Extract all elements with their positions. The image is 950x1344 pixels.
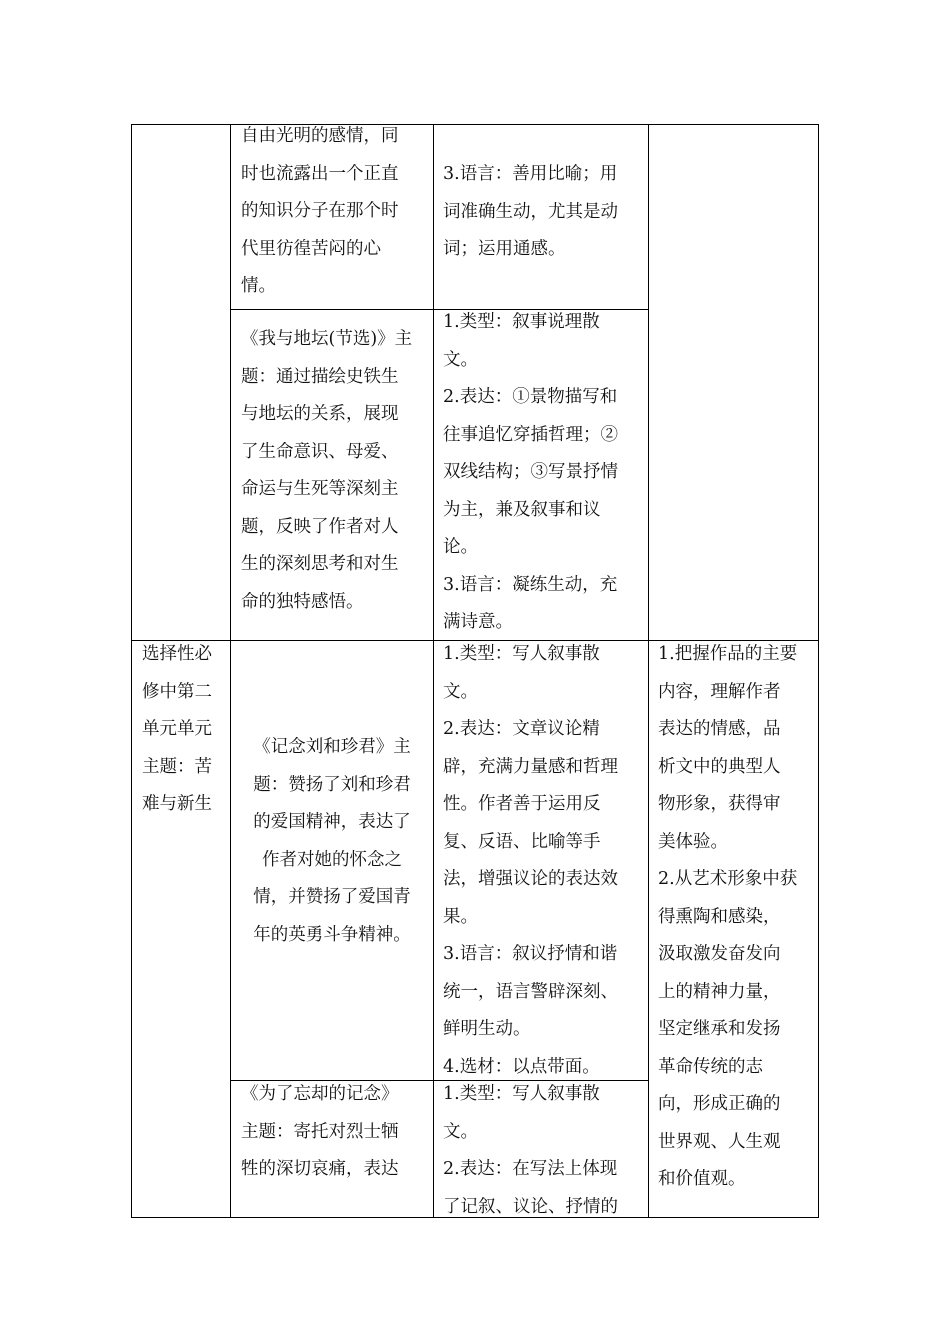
text-line: 析文中的典型人 xyxy=(658,756,781,777)
text-line: 和价值观。 xyxy=(658,1169,746,1189)
text-line: 与地坛的关系，展现 xyxy=(241,404,399,424)
text-line: 果。 xyxy=(443,906,478,927)
text-line: 了生命意识、母爱、 xyxy=(241,441,399,462)
text-line: 主题：苦 xyxy=(142,756,212,777)
text-line: 作者对她的怀念之 xyxy=(262,849,402,870)
text-line: 生的深刻思考和对生 xyxy=(241,554,399,574)
text-line: 复、反语、比喻等手 xyxy=(443,831,601,852)
text-line: 《记念刘和珍君》主 xyxy=(253,737,411,757)
text-line: 词；运用通感。 xyxy=(443,239,566,259)
text-line: 1.类型：写人叙事散 xyxy=(443,644,600,664)
cell-continued-features xyxy=(443,156,648,269)
text-line: 1.类型：写人叙事散 xyxy=(443,1084,600,1104)
cell-ditan-content xyxy=(241,321,433,621)
text-line: 论。 xyxy=(443,537,478,557)
text-line: 3.语言：凝练生动，充 xyxy=(443,574,618,595)
text-line: 时也流露出一个正直 xyxy=(241,163,399,184)
text-line: 双线结构；③写景抒情 xyxy=(443,462,618,482)
text-line: 4.选材：以点带面。 xyxy=(443,1056,600,1077)
text-line: 《我与地坛(节选)》主 xyxy=(241,329,413,349)
text-line: 1.类型：叙事说理散 xyxy=(443,312,600,332)
text-line: 为主，兼及叙事和议 xyxy=(443,499,601,520)
text-line: 选择性必 xyxy=(142,644,212,664)
text-line: 鲜明生动。 xyxy=(443,1019,531,1039)
cell-ditan-features xyxy=(443,304,648,642)
table-right-border xyxy=(818,124,819,1218)
text-line: 往事追忆穿插哲理；② xyxy=(443,424,618,445)
text-line: 的知识分子在那个时 xyxy=(241,201,399,221)
text-line: 《为了忘却的记念》 xyxy=(241,1084,399,1104)
cell-liuhezhen-content xyxy=(231,729,433,954)
text-line: 单元单元 xyxy=(142,719,212,739)
text-line: 2.表达：在写法上体现 xyxy=(443,1159,618,1179)
text-line: 辟，充满力量感和哲理 xyxy=(443,756,618,777)
text-line: 命运与生死等深刻主 xyxy=(241,479,399,499)
text-line: 坚定继承和发扬 xyxy=(658,1019,781,1039)
unit-overview-table xyxy=(131,124,819,1218)
text-line: 上的精神力量， xyxy=(658,981,781,1002)
text-line: 题：赞扬了刘和珍君 xyxy=(253,774,411,795)
text-line: 性。作者善于运用反 xyxy=(443,794,601,814)
text-line: 难与新生 xyxy=(142,794,212,814)
text-line: 2.表达：①景物描写和 xyxy=(443,387,618,407)
text-line: 代里彷徨苦闷的心 xyxy=(241,238,381,259)
text-line: 2.从艺术形象中获 xyxy=(658,869,798,889)
text-line: 得熏陶和感染， xyxy=(658,906,781,927)
text-line: 1.把握作品的主要 xyxy=(658,644,798,664)
text-line: 革命传统的志 xyxy=(658,1056,763,1077)
text-line: 主题：寄托对烈士牺 xyxy=(241,1121,399,1142)
text-line: 情，并赞扬了爱国青 xyxy=(253,887,411,907)
text-line: 法，增强议论的表达效 xyxy=(443,869,618,889)
text-line: 词准确生动，尤其是动 xyxy=(443,201,618,222)
text-line: 3.语言：叙议抒情和谐 xyxy=(443,944,618,964)
text-line: 物形象，获得审 xyxy=(658,794,781,814)
cell-wangque-content xyxy=(241,1076,433,1189)
text-line: 修中第二 xyxy=(142,681,212,702)
text-line: 题，反映了作者对人 xyxy=(241,516,399,537)
text-line: 的爱国精神，表达了 xyxy=(253,812,411,832)
cell-continued-content xyxy=(241,118,431,306)
text-line: 了记叙、议论、抒情的 xyxy=(443,1196,618,1217)
table-top-border xyxy=(131,124,819,125)
text-line: 题：通过描绘史铁生 xyxy=(241,366,399,387)
text-line: 美体验。 xyxy=(658,831,728,852)
text-line: 年的英勇斗争精神。 xyxy=(253,924,411,945)
text-line: 表达的情感，品 xyxy=(658,719,781,739)
text-line: 向，形成正确的 xyxy=(658,1094,781,1114)
cell-learning-goals xyxy=(658,636,816,1199)
text-line: 2.表达：文章议论精 xyxy=(443,719,600,739)
table-left-border xyxy=(131,124,132,1218)
cell-unit-label xyxy=(142,636,230,824)
text-line: 文。 xyxy=(443,349,478,370)
text-line: 文。 xyxy=(443,681,478,702)
text-line: 3.语言：善用比喻；用 xyxy=(443,164,618,184)
table-col3-divider xyxy=(648,124,649,1218)
cell-liuhezhen-features xyxy=(443,636,648,1086)
text-line: 内容，理解作者 xyxy=(658,681,781,702)
text-line: 情。 xyxy=(241,276,276,296)
text-line: 牲的深切哀痛，表达 xyxy=(241,1159,399,1179)
text-line: 满诗意。 xyxy=(443,612,513,632)
text-line: 自由光明的感情，同 xyxy=(241,126,399,146)
text-line: 文。 xyxy=(443,1121,478,1142)
table-col1-divider xyxy=(230,124,231,1218)
text-line: 世界观、人生观 xyxy=(658,1131,781,1152)
text-line: 命的独特感悟。 xyxy=(241,591,364,612)
text-line: 汲取激发奋发向 xyxy=(658,944,781,964)
text-line: 统一，语言警辟深刻、 xyxy=(443,981,618,1002)
cell-wangque-features xyxy=(443,1076,648,1226)
table-col2-divider xyxy=(433,124,434,1218)
